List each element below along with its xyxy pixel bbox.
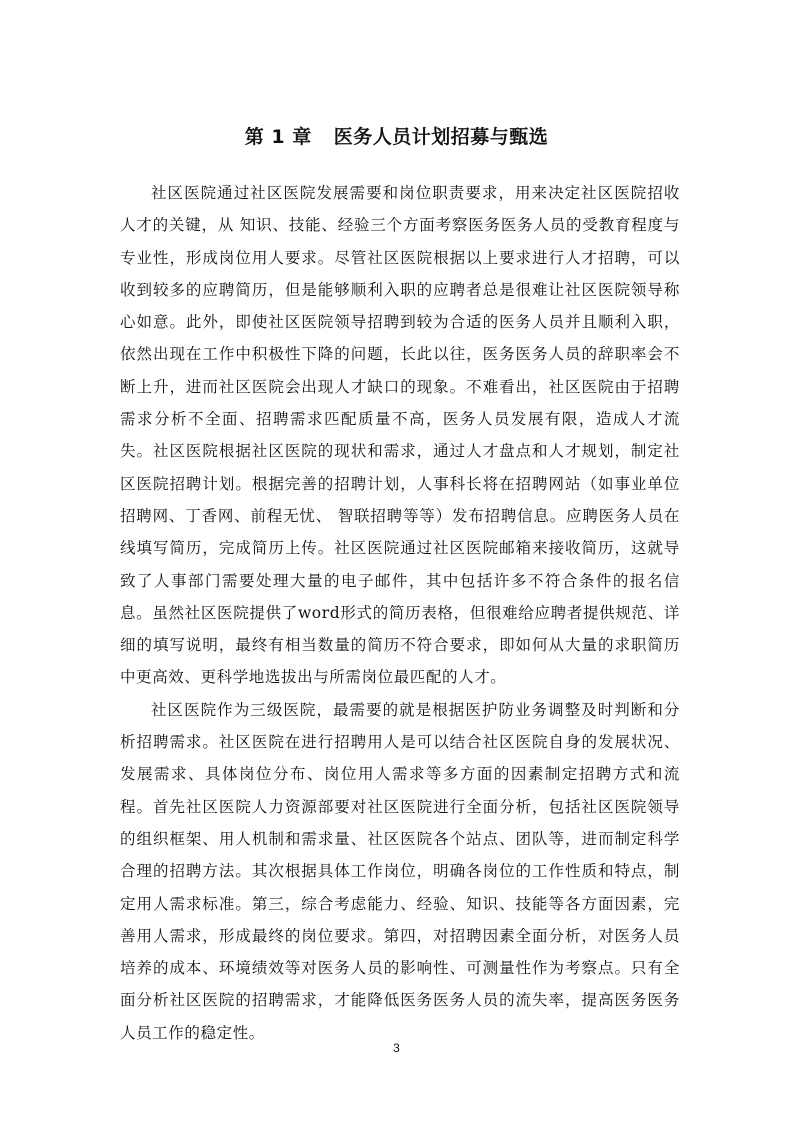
paragraph-1: 社区医院通过社区医院发展需要和岗位职责要求，用来决定社区医院招收人才的关键，从 知识、技能、经验三个方面考察医务医务人员的受教育程度与专业性，形成岗位用人要求。尽管社区医院根据以上要求进行人才招聘，可以收到较多的应聘简历，但是能够顺利入职的应聘者总是很难让社区医院领导称心如意。此外，即使社区医院领导招聘到较为合适的医务人员并且顺利入职，依然出现在工作中积极性下降的问题，长此以往，医务医务人员的辞职率会不断上升，进而社区医院会出现人才缺口的现象。不难看出，社区医院由于招聘需求分析不全面、招聘需求匹配质量不高，医务人员发展有限，造成人才流失。社区医院根据社区医院的现状和需求，通过人才盘点和人才规划，制定社区医院招聘计划。根据完善的招聘计划，人事科长将在招聘网站（如事业单位招聘网、丁香网、前程无忧、 智联招聘等等）发布招聘信息。应聘医务人员在线填写简历，完成简历上传。社区医院通过社区医院邮箱来接收简历，这就导致了人事部门需要处理大量的电子邮件，其中包括许多不符合条件的报名信息。虽然社区医院提供了word形式的简历表格，但很难给应聘者提供规范、详细的填写说明，最终有相当数量的简历不符合要求，即如何从大量的求职简历中更高效、更科学地选拔出与所需岗位最匹配的人才。 bbox=[120, 184, 680, 687]
page-number: 3 bbox=[393, 1041, 400, 1055]
chapter-heading bbox=[0, 123, 793, 151]
body-text bbox=[120, 177, 680, 1049]
chapter-title: 医务人员计划招募与甄选 bbox=[333, 125, 549, 148]
chapter-number: 第 1 章 bbox=[244, 125, 312, 148]
paragraph-2: 社区医院作为三级医院，最需要的就是根据医护防业务调整及时判断和分析招聘需求。社区医院在进行招聘用人是可以结合社区医院自身的发展状况、发展需求、具体岗位分布、岗位用人需求等多方面的因素制定招聘方式和流程。首先社区医院人力资源部要对社区医院进行全面分析，包括社区医院领导的组织框架、用人机制和需求量、社区医院各个站点、团队等，进而制定科学合理的招聘方法。其次根据具体工作岗位，明确各岗位的工作性质和特点，制定用人需求标准。第三，综合考虑能力、经验、知识、技能等各方面因素，完善用人需求，形成最终的岗位要求。第四，对招聘因素全面分析，对医务人员培养的成本、环境绩效等对医务人员的影响性、可测量性作为考察点。只有全面分析社区医院的招聘需求，才能降低医务医务人员的流失率，提高医务医务人员工作的稳定性。 bbox=[120, 700, 680, 1042]
